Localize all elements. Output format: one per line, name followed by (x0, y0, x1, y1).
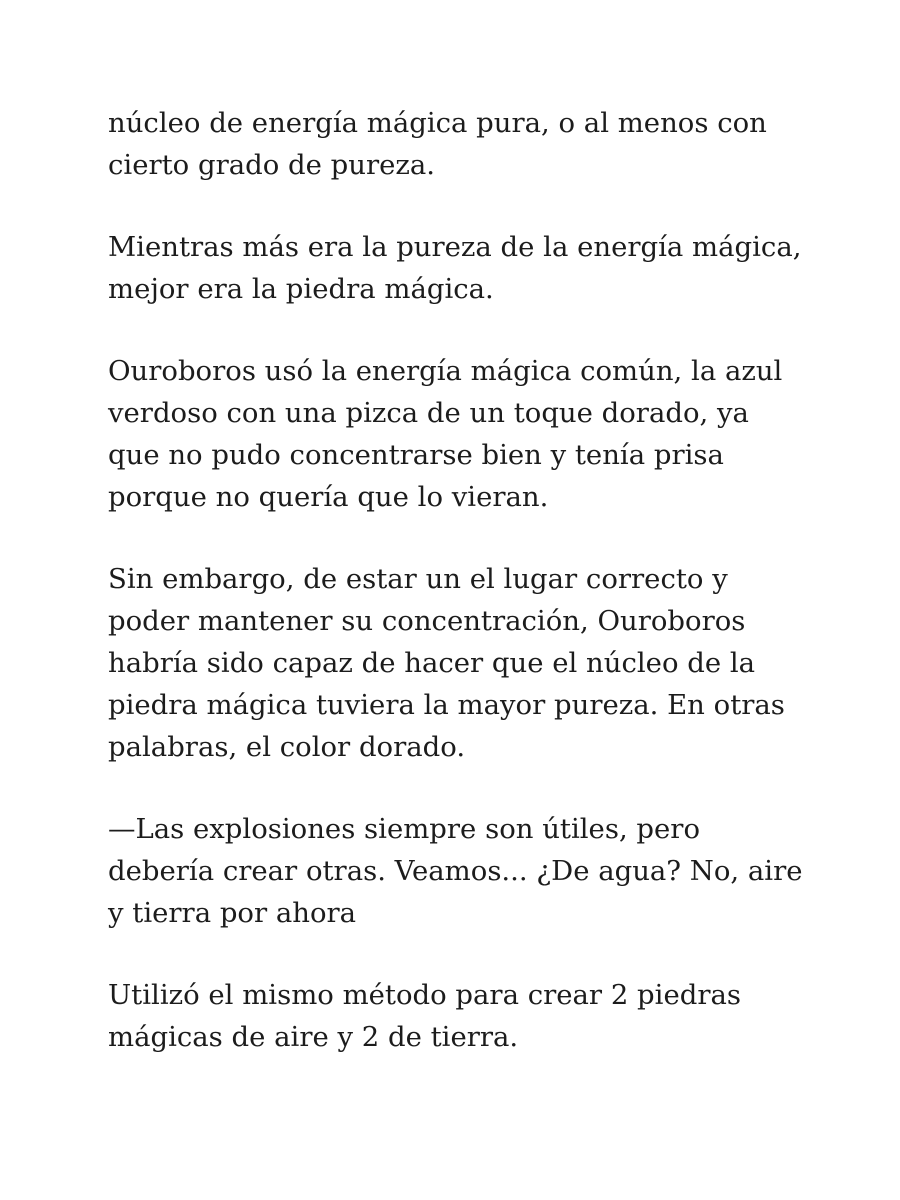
text-line: mágicas de aire y 2 de tierra. (108, 1021, 519, 1053)
text-line: poder mantener su concentración, Ouroboros (108, 605, 746, 637)
text-line: debería crear otras. Veamos... ¿De agua? No, aire (108, 855, 803, 887)
text-line: mejor era la piedra mágica. (108, 273, 494, 305)
text-line: Sin embargo, de estar un el lugar correcto y (108, 563, 728, 595)
text-line: verdoso con una pizca de un toque dorado, ya (108, 397, 749, 429)
paragraph-4 (108, 558, 808, 768)
text-line: palabras, el color dorado. (108, 731, 466, 763)
text-line: que no pudo concentrarse bien y tenía prisa (108, 439, 724, 471)
paragraph-5 (108, 808, 808, 934)
paragraph-2 (108, 226, 808, 310)
paragraph-6 (108, 974, 808, 1058)
text-line: porque no quería que lo vieran. (108, 481, 549, 513)
text-line: habría sido capaz de hacer que el núcleo de la (108, 647, 756, 679)
text-line: piedra mágica tuviera la mayor pureza. En otras (108, 689, 785, 721)
text-line: Utilizó el mismo método para crear 2 piedras (108, 979, 741, 1011)
text-line: núcleo de energía mágica pura, o al menos con (108, 107, 767, 139)
text-line: cierto grado de pureza. (108, 149, 435, 181)
text-line: Mientras más era la pureza de la energía mágica, (108, 231, 802, 263)
document-page (108, 102, 808, 1098)
text-line: Ouroboros usó la energía mágica común, la azul (108, 355, 783, 387)
text-line: —Las explosiones siempre son útiles, pero (108, 813, 701, 845)
paragraph-1 (108, 102, 808, 186)
text-line: y tierra por ahora (108, 897, 357, 929)
paragraph-3 (108, 350, 808, 518)
